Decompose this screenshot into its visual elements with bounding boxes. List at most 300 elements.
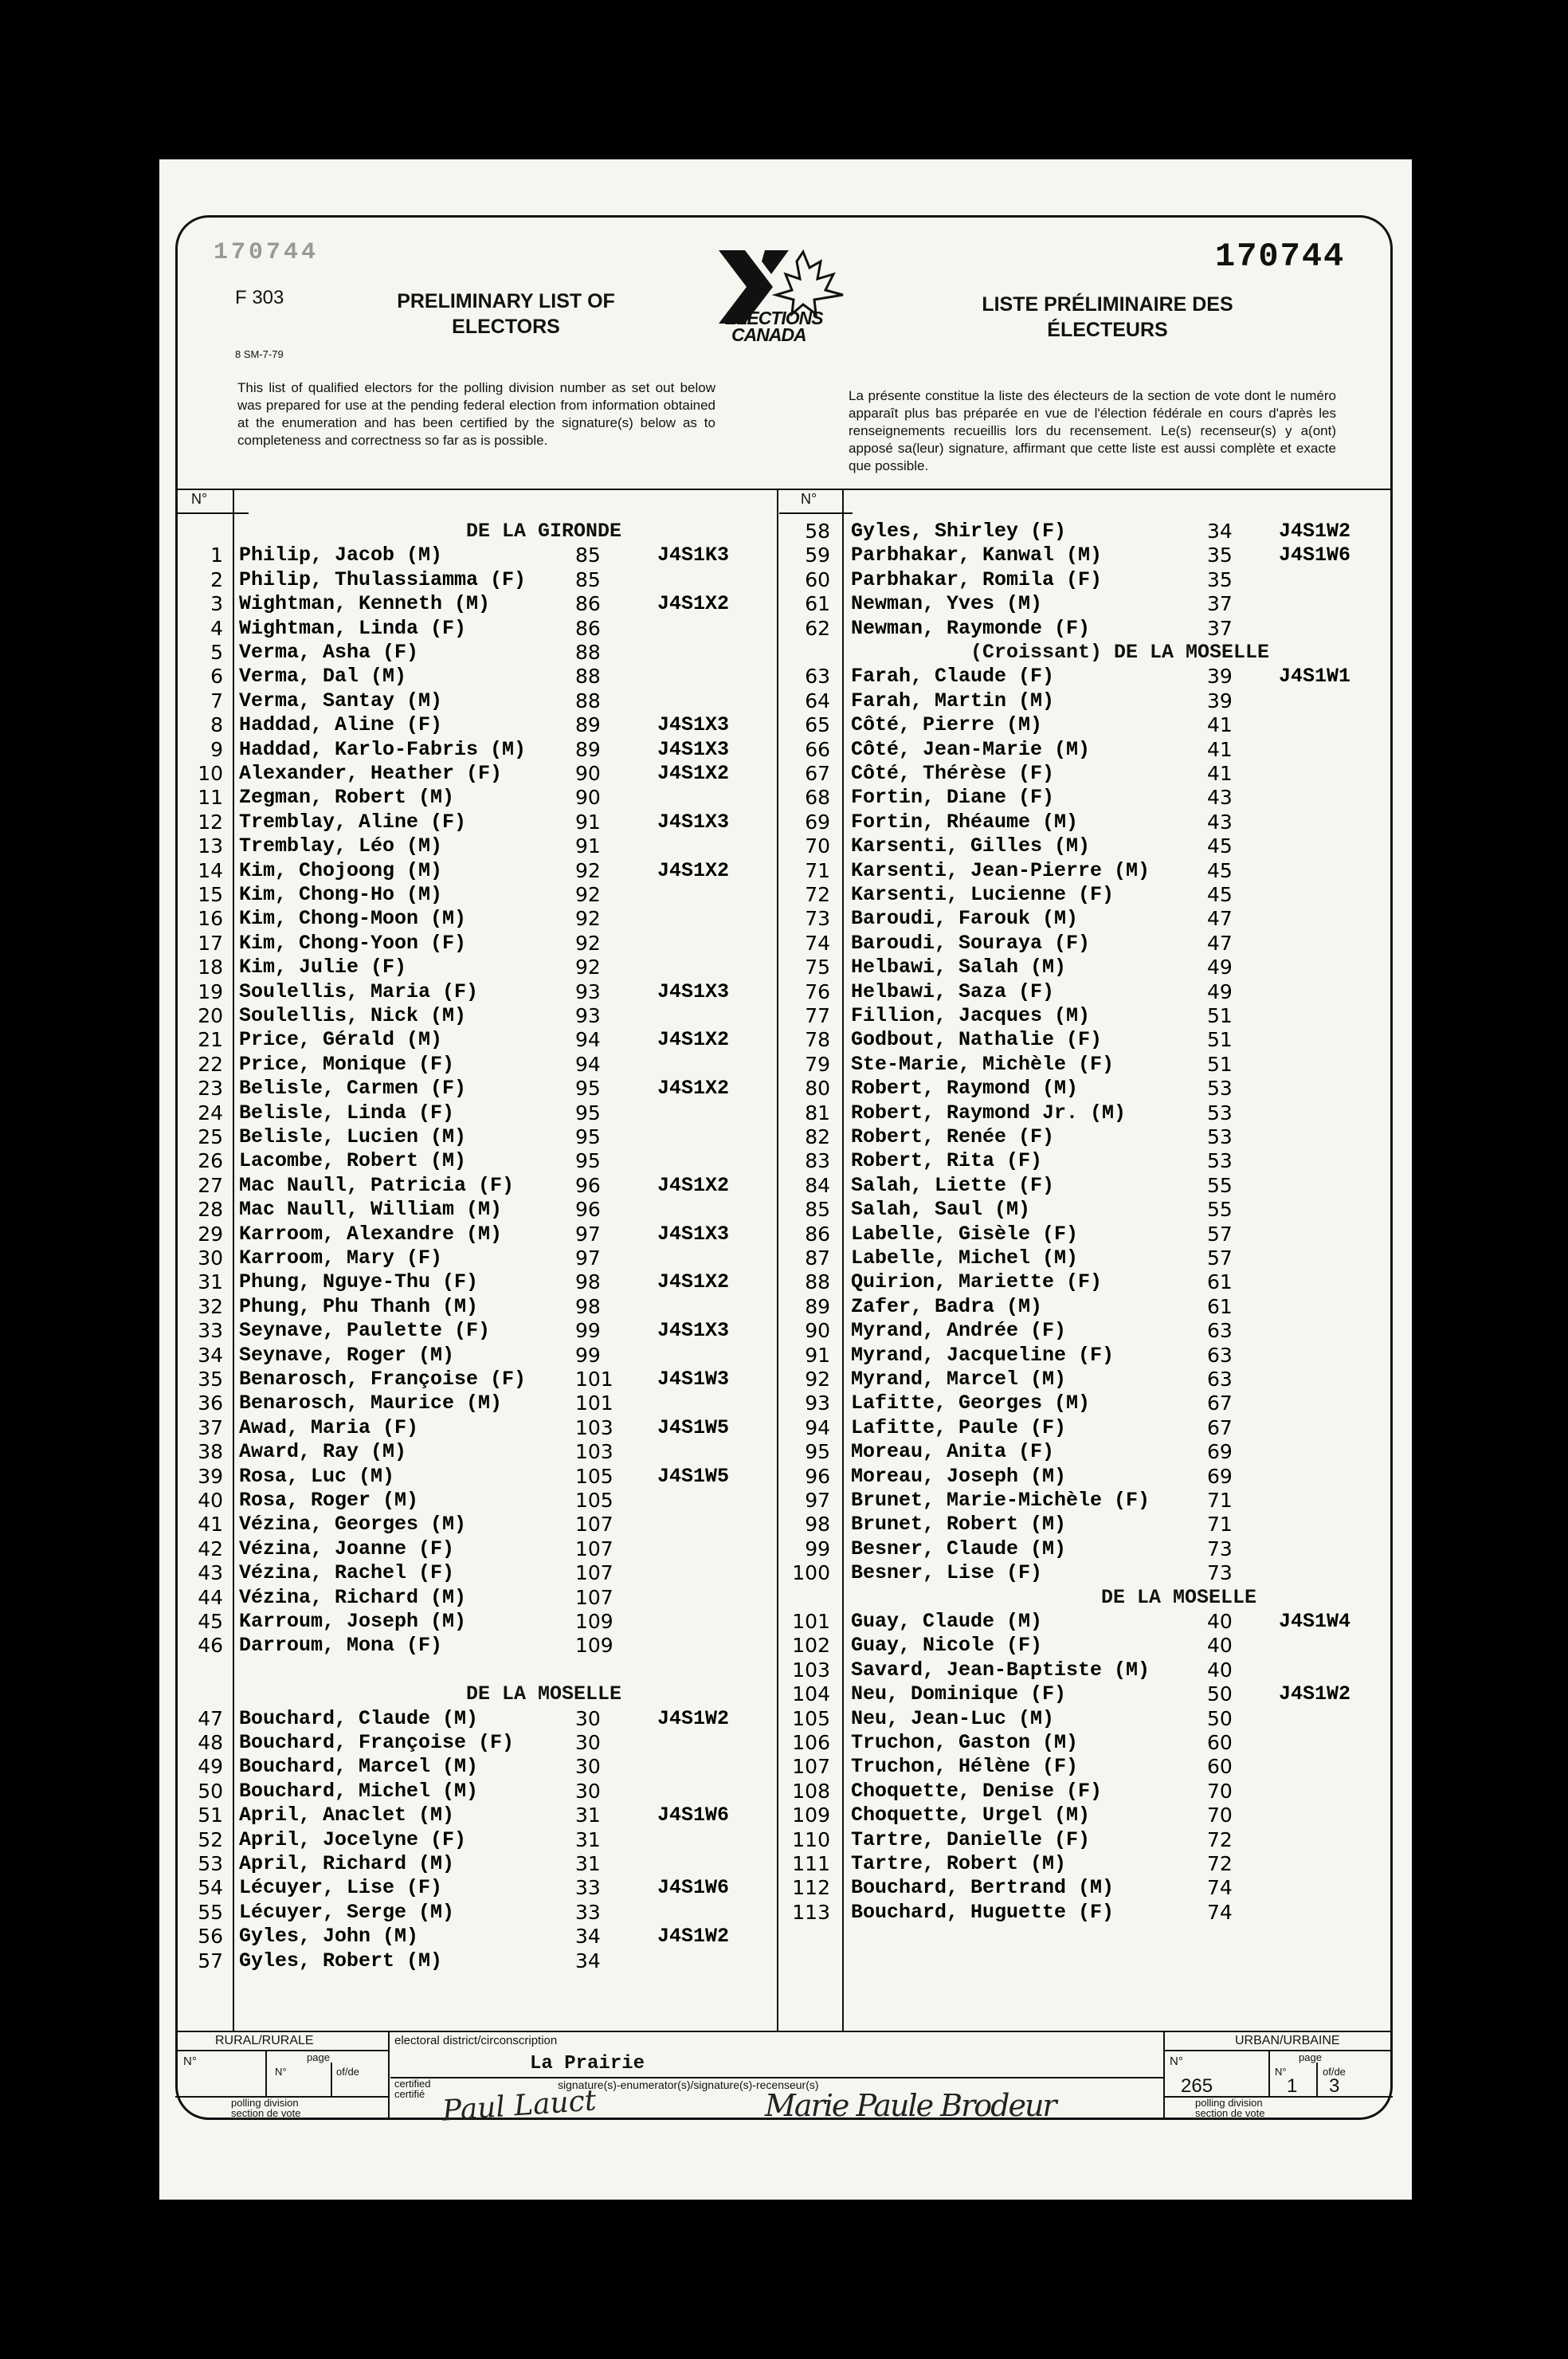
elector-postal-code: J4S1X2 — [657, 1173, 730, 1197]
elector-postal-code: J4S1X2 — [657, 1077, 730, 1101]
elector-number: 104 — [792, 1682, 830, 1706]
elector-number: 67 — [805, 762, 830, 785]
elector-address-number: 34 — [575, 1949, 601, 1972]
elector-name: Phung, Phu Thanh (M) — [239, 1294, 479, 1318]
elector-name: Kim, Julie (F) — [239, 956, 407, 979]
elector-name: Verma, Asha (F) — [239, 641, 419, 664]
elector-address-number: 30 — [575, 1779, 601, 1803]
left-col-header: N° — [191, 491, 208, 507]
enumerator-signature-1: Paul Lauct — [441, 2084, 598, 2128]
rural-no-sub-label: N° — [275, 2066, 287, 2078]
elector-postal-code: J4S1X2 — [657, 762, 730, 785]
elector-number: 9 — [210, 737, 223, 761]
section-heading: DE LA GIRONDE — [466, 520, 622, 543]
elector-address-number: 60 — [1207, 1755, 1233, 1779]
elector-name: Vézina, Rachel (F) — [239, 1561, 455, 1585]
elector-address-number: 90 — [575, 786, 601, 810]
elector-postal-code: J4S1W6 — [657, 1876, 730, 1900]
elector-number: 112 — [792, 1876, 830, 1900]
elector-number: 63 — [805, 665, 830, 689]
elector-number: 75 — [805, 956, 830, 979]
elector-name: Besner, Lise (F) — [851, 1561, 1043, 1585]
elector-address-number: 92 — [575, 858, 601, 882]
elector-address-number: 97 — [575, 1246, 601, 1270]
elector-number: 78 — [805, 1028, 830, 1052]
elector-address-number: 101 — [575, 1368, 613, 1391]
elector-postal-code: J4S1X3 — [657, 810, 730, 834]
elector-name: Karroom, Mary (F) — [239, 1246, 443, 1270]
elector-number: 93 — [805, 1391, 830, 1415]
elector-address-number: 33 — [575, 1900, 601, 1924]
elector-postal-code: J4S1X3 — [657, 713, 730, 737]
elector-name: Kim, Chojoong (M) — [239, 858, 443, 882]
elector-address-number: 74 — [1207, 1876, 1233, 1900]
elector-address-number: 109 — [575, 1634, 613, 1658]
urban-polling-number: 265 — [1181, 2075, 1213, 2097]
elector-name: Seynave, Roger (M) — [239, 1343, 455, 1367]
elector-address-number: 53 — [1207, 1101, 1233, 1125]
elector-postal-code: J4S1W4 — [1279, 1610, 1351, 1633]
table-top-rule — [175, 489, 1393, 490]
elector-number: 3 — [210, 592, 223, 616]
elector-number: 7 — [210, 689, 223, 712]
rural-polling-label-2: section de vote — [231, 2107, 301, 2119]
elector-name: Salah, Saul (M) — [851, 1198, 1031, 1222]
elector-address-number: 50 — [1207, 1706, 1233, 1730]
elector-address-number: 88 — [575, 689, 601, 712]
elector-postal-code: J4S1W2 — [657, 1925, 730, 1949]
elector-name: Savard, Jean-Baptiste (M) — [851, 1658, 1151, 1682]
elector-postal-code: J4S1X3 — [657, 1319, 730, 1343]
elector-name: Guay, Nicole (F) — [851, 1634, 1043, 1658]
elector-address-number: 43 — [1207, 786, 1233, 810]
elector-address-number: 93 — [575, 1004, 601, 1027]
elector-number: 23 — [198, 1077, 223, 1101]
elector-name: Haddad, Karlo-Fabris (M) — [239, 737, 527, 761]
elector-name: Karroum, Joseph (M) — [239, 1610, 467, 1633]
rural-page-divider — [331, 2063, 332, 2096]
elector-name: Myrand, Andrée (F) — [851, 1319, 1067, 1343]
elector-number: 60 — [805, 567, 830, 591]
elector-address-number: 95 — [575, 1101, 601, 1125]
elector-number: 107 — [792, 1755, 830, 1779]
elector-address-number: 40 — [1207, 1634, 1233, 1658]
elector-number: 71 — [805, 858, 830, 882]
elector-number: 68 — [805, 786, 830, 810]
elector-name: Labelle, Michel (M) — [851, 1246, 1079, 1270]
rural-no-label: N° — [183, 2055, 197, 2068]
elector-address-number: 92 — [575, 931, 601, 955]
elector-number: 21 — [198, 1028, 223, 1052]
elector-number: 64 — [805, 689, 830, 712]
elector-address-number: 67 — [1207, 1391, 1233, 1415]
elector-address-number: 30 — [575, 1731, 601, 1754]
elector-address-number: 99 — [575, 1343, 601, 1367]
elector-number: 102 — [792, 1634, 830, 1658]
elector-address-number: 39 — [1207, 689, 1233, 712]
elector-name: Soulellis, Maria (F) — [239, 979, 479, 1003]
elector-name: Bouchard, Françoise (F) — [239, 1731, 515, 1754]
faint-stamp-number: 170744 — [214, 239, 319, 266]
elector-address-number: 51 — [1207, 1052, 1233, 1076]
elector-name: Labelle, Gisèle (F) — [851, 1222, 1079, 1246]
elector-name: Darroum, Mona (F) — [239, 1634, 443, 1658]
elector-number: 76 — [805, 979, 830, 1003]
elector-number: 19 — [198, 979, 223, 1003]
elector-address-number: 35 — [1207, 567, 1233, 591]
elector-address-number: 67 — [1207, 1415, 1233, 1439]
elector-number: 110 — [792, 1827, 830, 1851]
elector-number: 49 — [198, 1755, 223, 1779]
elector-number: 52 — [198, 1827, 223, 1851]
elector-address-number: 61 — [1207, 1270, 1233, 1294]
intro-english: This list of qualified electors for the polling division number as set out below was prepared for use at the pending federal election from information obtained at the enumeration and has been certified by the signature(s) below as to completeness and correctness so far as is possible. — [237, 380, 715, 448]
elector-name: Zegman, Robert (M) — [239, 786, 455, 810]
elector-postal-code: J4S1X2 — [657, 1270, 730, 1294]
district-value: La Prairie — [530, 2053, 645, 2074]
elector-name: Godbout, Nathalie (F) — [851, 1028, 1103, 1052]
elector-address-number: 109 — [575, 1610, 613, 1633]
elector-address-number: 89 — [575, 713, 601, 737]
elector-number: 87 — [805, 1246, 830, 1270]
elector-number: 24 — [198, 1101, 223, 1125]
elector-address-number: 95 — [575, 1125, 601, 1148]
elector-name: April, Jocelyne (F) — [239, 1827, 467, 1851]
elector-number: 92 — [805, 1368, 830, 1391]
elector-number: 72 — [805, 883, 830, 906]
elector-number: 82 — [805, 1125, 830, 1148]
title-fr-line-2: ÉLECTEURS — [1047, 319, 1168, 341]
elector-postal-code: J4S1X3 — [657, 979, 730, 1003]
elector-number: 55 — [198, 1900, 223, 1924]
elector-name: Philip, Jacob (M) — [239, 544, 443, 567]
elector-name: Verma, Dal (M) — [239, 665, 407, 689]
elector-name: Mac Naull, Patricia (F) — [239, 1173, 515, 1197]
elector-postal-code: J4S1W1 — [1279, 665, 1351, 689]
elector-name: Choquette, Urgel (M) — [851, 1804, 1091, 1827]
elector-number: 85 — [805, 1198, 830, 1222]
elector-number: 17 — [198, 931, 223, 955]
elector-number: 65 — [805, 713, 830, 737]
elector-name: Robert, Raymond Jr. (M) — [851, 1101, 1127, 1125]
elector-name: Brunet, Marie-Michèle (F) — [851, 1489, 1151, 1512]
form-number: F 303 — [235, 287, 284, 308]
urban-polling-label-1: polling division — [1195, 2097, 1263, 2109]
elector-number: 15 — [198, 883, 223, 906]
elector-address-number: 39 — [1207, 665, 1233, 689]
elector-name: Karsenti, Lucienne (F) — [851, 883, 1115, 906]
left-header-rule — [175, 512, 249, 514]
elector-address-number: 91 — [575, 810, 601, 834]
elector-name: Brunet, Robert (M) — [851, 1513, 1067, 1537]
elector-address-number: 72 — [1207, 1852, 1233, 1875]
elector-number: 51 — [198, 1804, 223, 1827]
elector-name: Neu, Dominique (F) — [851, 1682, 1067, 1706]
elector-number: 32 — [198, 1294, 223, 1318]
elector-number: 70 — [805, 834, 830, 858]
elector-address-number: 31 — [575, 1827, 601, 1851]
rural-label: RURAL/RURALE — [215, 2034, 314, 2047]
elector-address-number: 47 — [1207, 931, 1233, 955]
elector-address-number: 40 — [1207, 1610, 1233, 1633]
elector-name: Tremblay, Aline (F) — [239, 810, 467, 834]
elector-number: 45 — [198, 1610, 223, 1633]
elector-name: Tartre, Danielle (F) — [851, 1827, 1091, 1851]
elector-postal-code: J4S1W6 — [657, 1804, 730, 1827]
elector-address-number: 70 — [1207, 1804, 1233, 1827]
elector-postal-code: J4S1W5 — [657, 1415, 730, 1439]
elector-name: Gyles, John (M) — [239, 1925, 419, 1949]
elector-address-number: 73 — [1207, 1561, 1233, 1585]
elector-address-number: 50 — [1207, 1682, 1233, 1706]
elector-name: Helbawi, Saza (F) — [851, 979, 1055, 1003]
elector-name: Myrand, Jacqueline (F) — [851, 1343, 1115, 1367]
title-fr-line-1: LISTE PRÉLIMINAIRE DES — [982, 293, 1233, 316]
elector-address-number: 92 — [575, 883, 601, 906]
elector-name: Neu, Jean-Luc (M) — [851, 1706, 1055, 1730]
logo-text-canada: CANADA — [731, 324, 806, 345]
elector-name: Bouchard, Marcel (M) — [239, 1755, 479, 1779]
elector-address-number: 74 — [1207, 1900, 1233, 1924]
elector-number: 89 — [805, 1294, 830, 1318]
elector-number: 79 — [805, 1052, 830, 1076]
elector-number: 83 — [805, 1149, 830, 1173]
elector-address-number: 72 — [1207, 1827, 1233, 1851]
elector-number: 80 — [805, 1077, 830, 1101]
elector-number: 90 — [805, 1319, 830, 1343]
elector-address-number: 41 — [1207, 713, 1233, 737]
elector-number: 33 — [198, 1319, 223, 1343]
elector-address-number: 34 — [575, 1925, 601, 1949]
urban-page-label: page — [1299, 2051, 1322, 2063]
elector-number: 50 — [198, 1779, 223, 1803]
elector-number: 81 — [805, 1101, 830, 1125]
elector-address-number: 53 — [1207, 1149, 1233, 1173]
elector-number: 97 — [805, 1489, 830, 1512]
elector-name: Choquette, Denise (F) — [851, 1779, 1103, 1803]
elector-number: 39 — [198, 1464, 223, 1488]
elector-address-number: 57 — [1207, 1246, 1233, 1270]
title-en-line-2: ELECTORS — [452, 316, 560, 338]
elector-number: 84 — [805, 1173, 830, 1197]
elector-name: Vézina, Joanne (F) — [239, 1537, 455, 1560]
elector-address-number: 63 — [1207, 1343, 1233, 1367]
section-heading: DE LA MOSELLE — [1101, 1585, 1257, 1609]
elector-address-number: 41 — [1207, 737, 1233, 761]
right-num-col-divider — [842, 489, 844, 2031]
rural-of-label: of/de — [336, 2066, 359, 2078]
elector-name: Bouchard, Bertrand (M) — [851, 1876, 1115, 1900]
elector-name: Salah, Liette (F) — [851, 1173, 1055, 1197]
elector-address-number: 96 — [575, 1173, 601, 1197]
elector-address-number: 97 — [575, 1222, 601, 1246]
elector-name: Alexander, Heather (F) — [239, 762, 503, 785]
urban-label-rule — [1163, 2050, 1393, 2051]
elector-name: Philip, Thulassiamma (F) — [239, 567, 527, 591]
elector-name: Lécuyer, Lise (F) — [239, 1876, 443, 1900]
elector-address-number: 53 — [1207, 1125, 1233, 1148]
elector-number: 73 — [805, 907, 830, 931]
elector-address-number: 92 — [575, 907, 601, 931]
elector-number: 10 — [198, 762, 223, 785]
elector-name: April, Richard (M) — [239, 1852, 455, 1875]
elector-name: Kim, Chong-Ho (M) — [239, 883, 443, 906]
elector-number: 34 — [198, 1343, 223, 1367]
page-number: 1 — [1287, 2075, 1298, 2097]
elector-name: Gyles, Shirley (F) — [851, 520, 1067, 543]
district-label: electoral district/circonscription — [394, 2034, 558, 2047]
elector-address-number: 30 — [575, 1755, 601, 1779]
elector-name: Haddad, Aline (F) — [239, 713, 443, 737]
elector-number: 26 — [198, 1149, 223, 1173]
elector-name: Bouchard, Michel (M) — [239, 1779, 479, 1803]
elector-name: Robert, Rita (F) — [851, 1149, 1043, 1173]
elector-number: 47 — [198, 1706, 223, 1730]
right-col-header: N° — [801, 491, 817, 507]
elector-address-number: 85 — [575, 544, 601, 567]
elector-postal-code: J4S1W2 — [1279, 520, 1351, 543]
elector-name: Zafer, Badra (M) — [851, 1294, 1043, 1318]
elector-address-number: 31 — [575, 1804, 601, 1827]
elector-number: 41 — [198, 1513, 223, 1537]
elector-number: 74 — [805, 931, 830, 955]
elector-number: 69 — [805, 810, 830, 834]
elector-number: 96 — [805, 1464, 830, 1488]
elector-number: 108 — [792, 1779, 830, 1803]
elector-name: Fortin, Diane (F) — [851, 786, 1055, 810]
rural-polling-label-1: polling division — [231, 2097, 299, 2109]
elector-number: 30 — [198, 1246, 223, 1270]
elector-address-number: 91 — [575, 834, 601, 858]
elector-postal-code: J4S1W2 — [657, 1706, 730, 1730]
elector-name: Karsenti, Jean-Pierre (M) — [851, 858, 1151, 882]
elector-number: 1 — [210, 544, 223, 567]
elector-number: 8 — [210, 713, 223, 737]
enumerator-label: signature(s)-enumerator(s)/signature(s)-recenseur(s) — [558, 2078, 819, 2091]
elector-number: 5 — [210, 641, 223, 664]
elector-number: 22 — [198, 1052, 223, 1076]
elector-address-number: 45 — [1207, 834, 1233, 858]
elector-name: Truchon, Gaston (M) — [851, 1731, 1079, 1754]
elector-name: Myrand, Marcel (M) — [851, 1368, 1067, 1391]
elector-name: Belisle, Lucien (M) — [239, 1125, 467, 1148]
elector-name: Award, Ray (M) — [239, 1440, 407, 1464]
elector-number: 36 — [198, 1391, 223, 1415]
elector-postal-code: J4S1W5 — [657, 1464, 730, 1488]
elector-number: 100 — [792, 1561, 830, 1585]
elector-name: Soulellis, Nick (M) — [239, 1004, 467, 1027]
elector-name: Rosa, Roger (M) — [239, 1489, 419, 1512]
logo-text-elections: ELECTIONS — [725, 308, 823, 328]
left-num-col-divider — [233, 489, 234, 2031]
elector-address-number: 31 — [575, 1852, 601, 1875]
elector-address-number: 86 — [575, 616, 601, 640]
elector-address-number: 93 — [575, 979, 601, 1003]
elector-address-number: 45 — [1207, 858, 1233, 882]
elector-number: 38 — [198, 1440, 223, 1464]
elector-name: Karroom, Alexandre (M) — [239, 1222, 503, 1246]
elector-address-number: 70 — [1207, 1779, 1233, 1803]
elector-postal-code: J4S1X2 — [657, 858, 730, 882]
elector-number: 11 — [198, 786, 223, 810]
elector-number: 31 — [198, 1270, 223, 1294]
elector-number: 88 — [805, 1270, 830, 1294]
elector-number: 25 — [198, 1125, 223, 1148]
elector-number: 103 — [792, 1658, 830, 1682]
elector-address-number: 49 — [1207, 979, 1233, 1003]
elector-name: Vézina, Richard (M) — [239, 1585, 467, 1609]
elector-address-number: 101 — [575, 1391, 613, 1415]
elector-address-number: 73 — [1207, 1537, 1233, 1560]
elector-name: Fillion, Jacques (M) — [851, 1004, 1091, 1027]
section-heading: DE LA MOSELLE — [466, 1682, 622, 1706]
footer-top-rule — [175, 2031, 1393, 2032]
elector-number: 42 — [198, 1537, 223, 1560]
elector-name: Lafitte, Paule (F) — [851, 1415, 1067, 1439]
elector-address-number: 85 — [575, 567, 601, 591]
rural-no-divider — [265, 2050, 267, 2096]
electors-list-form — [159, 159, 1412, 2200]
elector-number: 28 — [198, 1198, 223, 1222]
elector-number: 94 — [805, 1415, 830, 1439]
serial-number: 170744 — [1215, 237, 1346, 276]
elector-number: 27 — [198, 1173, 223, 1197]
elector-number: 44 — [198, 1585, 223, 1609]
elector-number: 6 — [210, 665, 223, 689]
elector-name: Belisle, Linda (F) — [239, 1101, 455, 1125]
elector-address-number: 90 — [575, 762, 601, 785]
urban-no-sub-label: N° — [1275, 2066, 1287, 2078]
elector-name: Gyles, Robert (M) — [239, 1949, 443, 1972]
elector-number: 61 — [805, 592, 830, 616]
elector-number: 18 — [198, 956, 223, 979]
elector-name: Bouchard, Claude (M) — [239, 1706, 479, 1730]
elector-address-number: 107 — [575, 1561, 613, 1585]
elector-postal-code: J4S1W2 — [1279, 1682, 1351, 1706]
urban-no-label: N° — [1170, 2055, 1183, 2068]
urban-label: URBAN/URBAINE — [1235, 2034, 1340, 2047]
elector-address-number: 57 — [1207, 1222, 1233, 1246]
elector-name: Kim, Chong-Yoon (F) — [239, 931, 467, 955]
elector-address-number: 60 — [1207, 1731, 1233, 1754]
urban-of-label: of/de — [1323, 2066, 1346, 2078]
elector-postal-code: J4S1W3 — [657, 1368, 730, 1391]
elector-number: 46 — [198, 1634, 223, 1658]
elector-number: 48 — [198, 1731, 223, 1754]
elector-postal-code: J4S1K3 — [657, 544, 730, 567]
elector-name: Côté, Pierre (M) — [851, 713, 1043, 737]
elector-name: Price, Gérald (M) — [239, 1028, 443, 1052]
title-en-line-1: PRELIMINARY LIST OF — [397, 290, 615, 312]
elector-number: 58 — [805, 520, 830, 543]
elector-number: 29 — [198, 1222, 223, 1246]
elector-name: Farah, Claude (F) — [851, 665, 1055, 689]
elector-address-number: 55 — [1207, 1173, 1233, 1197]
elector-name: Kim, Chong-Moon (M) — [239, 907, 467, 931]
elector-address-number: 88 — [575, 641, 601, 664]
elector-number: 99 — [805, 1537, 830, 1560]
elector-number: 37 — [198, 1415, 223, 1439]
elector-address-number: 40 — [1207, 1658, 1233, 1682]
elector-number: 12 — [198, 810, 223, 834]
elector-name: April, Anaclet (M) — [239, 1804, 455, 1827]
elector-name: Karsenti, Gilles (M) — [851, 834, 1091, 858]
elector-number: 66 — [805, 737, 830, 761]
elector-name: Vézina, Georges (M) — [239, 1513, 467, 1537]
elector-address-number: 92 — [575, 956, 601, 979]
elections-canada-logo — [709, 244, 860, 343]
urban-no-divider — [1268, 2050, 1270, 2096]
